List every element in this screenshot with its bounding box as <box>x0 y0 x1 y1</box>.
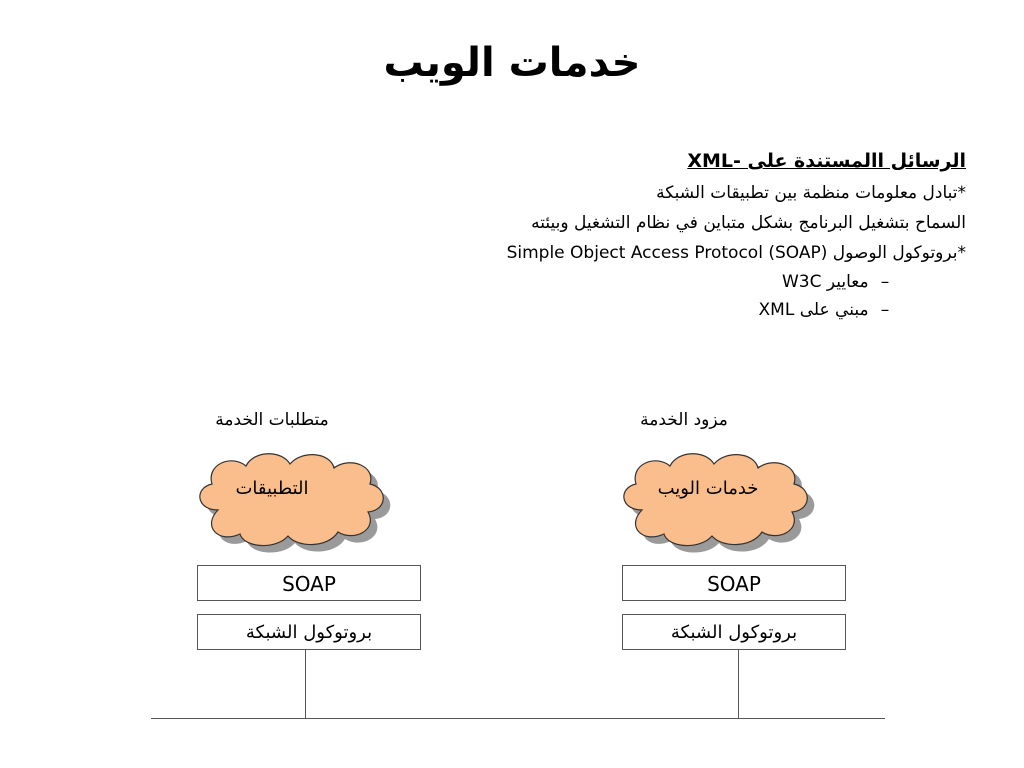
sub-bullet-2 <box>286 296 966 324</box>
web-services-label: خدمات الويب <box>657 478 759 499</box>
network-protocol-box-left: بروتوكول الشبكة <box>197 614 421 650</box>
applications-label: التطبيقات <box>235 478 309 499</box>
soap-box-right: SOAP <box>622 565 846 601</box>
applications-cloud <box>188 448 408 558</box>
bullet-line-2: السماح بتشغيل البرنامج بشكل متباين في نظام التشغيل وبيئته <box>531 213 966 233</box>
bullet-line-1: *تبادل معلومات منظمة بين تطبيقات الشبكة <box>656 183 966 203</box>
dash-marker: – <box>880 300 890 320</box>
connector-left <box>305 650 306 718</box>
sub-bullet-text: مبني على XML <box>758 300 869 320</box>
dash-marker: – <box>880 272 890 292</box>
bullet-list <box>286 150 966 324</box>
connector-right <box>738 650 739 718</box>
service-requester-label: متطلبات الخدمة <box>215 410 329 430</box>
network-protocol-box-right: بروتوكول الشبكة <box>622 614 846 650</box>
web-services-cloud <box>612 448 832 558</box>
service-provider-label: مزود الخدمة <box>640 410 728 430</box>
bullet-line-3: *بروتوكول الوصول (SOAP) Simple Object Access Protocol <box>506 243 966 263</box>
slide-title: خدمات الويب <box>383 40 641 86</box>
soap-box-left: SOAP <box>197 565 421 601</box>
bullet-heading: الرسائل االمستندة على -XML <box>687 150 966 172</box>
sub-bullet-text: معايير W3C <box>781 272 869 292</box>
network-bus-line <box>151 718 885 719</box>
sub-bullet-1 <box>286 268 966 296</box>
